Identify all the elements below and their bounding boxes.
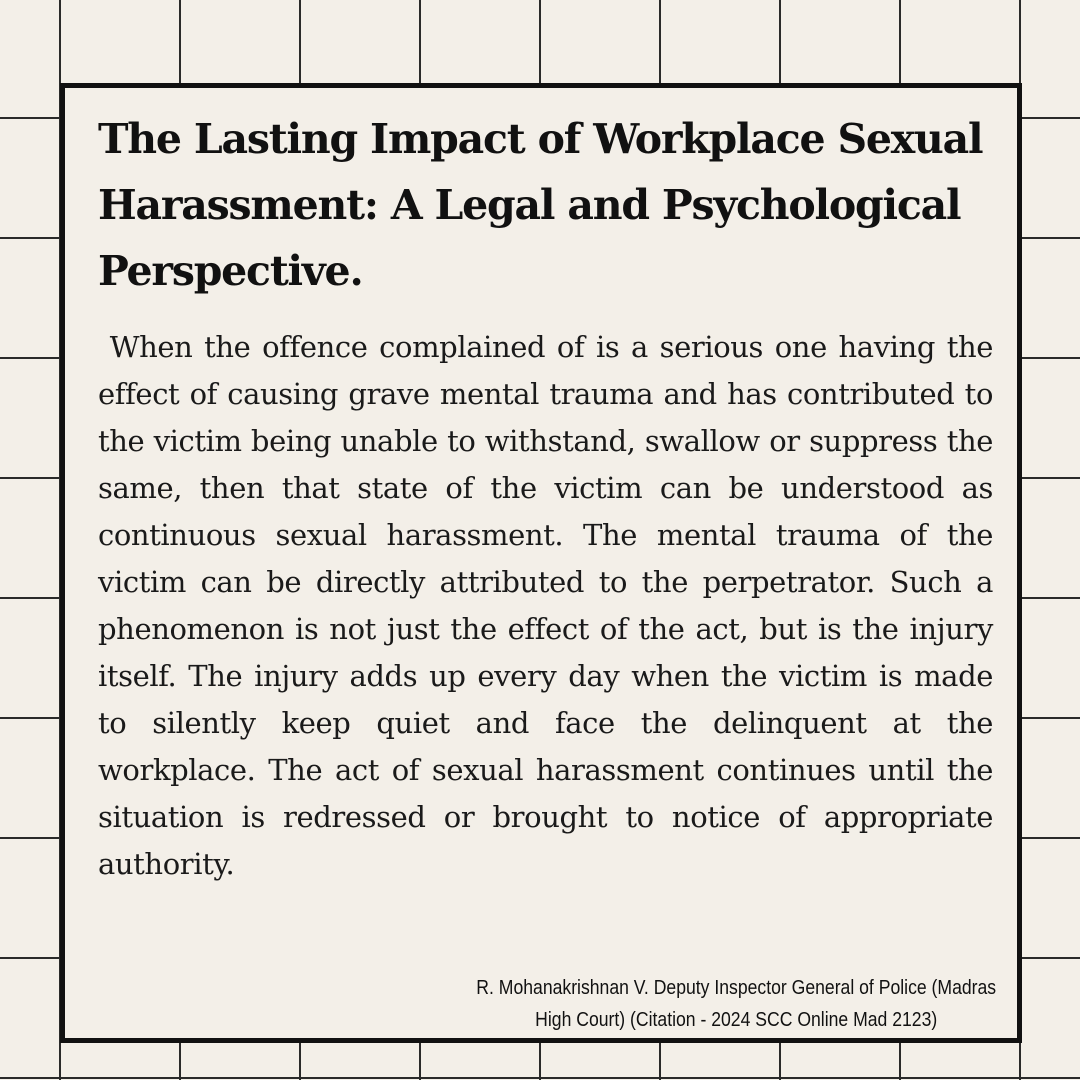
quote-text: When the offence complained of is a serious one having the effect of causing grave mental trauma and has contributed to the victim being unable to withstand, swallow or suppress the same, then that state of the victim can be understood as continuous sexual harassment. The mental trauma of the victim can be directly attributed to the perpetrator. Such a phenomenon is not just the effect of the act, but is the injury itself. The injury adds up every day when the victim is made to silently keep quiet and face the delinquent at the workplace. The act of sexual harassment continues until the situation is redressed or brought to notice of appropriate authority. [98,330,1002,881]
quote-card [60,83,1022,1043]
case-citation: R. Mohanakrishnan V. Deputy Inspector General of Police (Madras High Court) (Citation - 2024 SCC Online Mad 2123) [476,977,997,1031]
post-title: The Lasting Impact of Workplace Sexual Harassment: A Legal and Psychological Perspective. [98,115,983,295]
